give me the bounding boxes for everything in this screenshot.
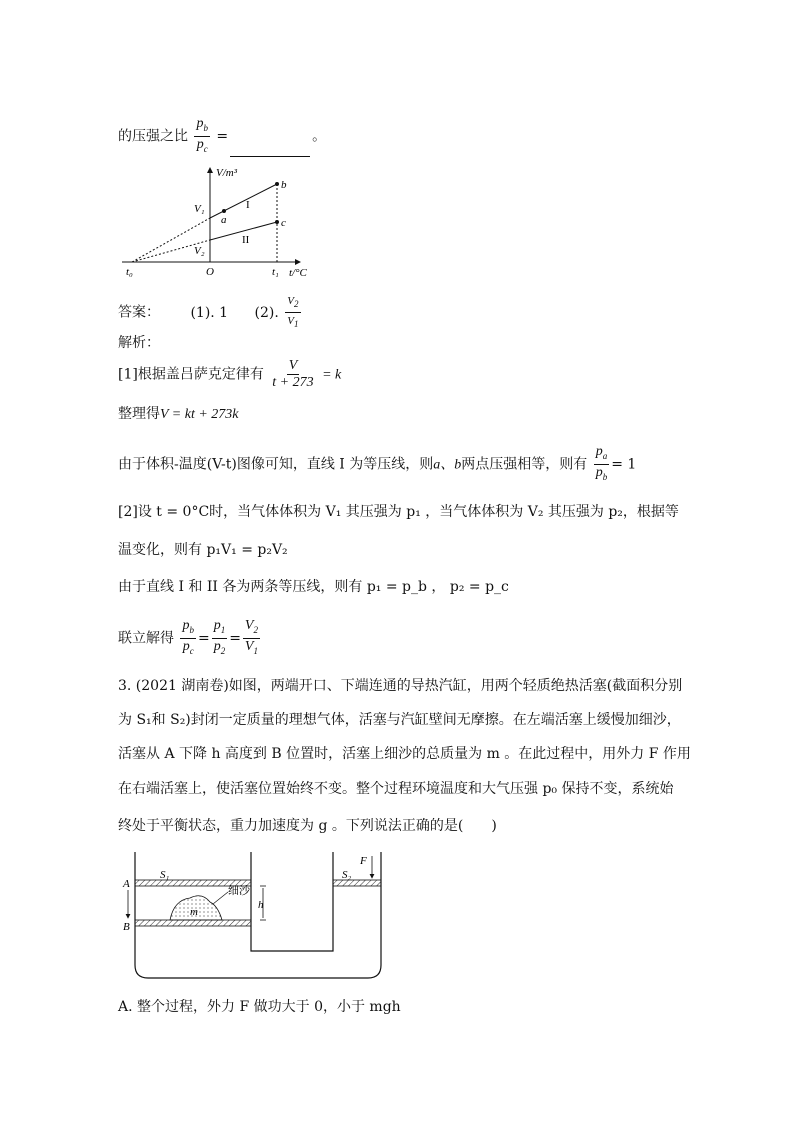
answer-2-fraction: $\frac{V_2}{V_1}$ [287, 295, 299, 330]
q3-line-1: 3. (2021 湖南卷)如图，两端开口、下端连通的导热汽缸，用两个轻质绝热活塞(截面积分别 [118, 678, 683, 694]
ratio-pb-pc: $\frac{p_b}{p_c}$ [196, 116, 208, 154]
q3-line-3: 活塞从 A 下降 h 高度到 B 位置时，活塞上细沙的总质量为 m 。在此过程中，用外力 F 作用 [118, 746, 691, 762]
step-2-eq: V = kt + 273k [160, 407, 239, 422]
graph-xlabel: t/°C [289, 267, 307, 279]
ratio-prefix: 的压强之比 [118, 128, 188, 145]
piston-S2 [333, 880, 381, 886]
step-3-result: = 1 [611, 456, 637, 473]
answer-1: (1). 1 [190, 304, 229, 321]
point-c [275, 220, 279, 224]
graph-label-b: b [281, 179, 287, 191]
answer-line [118, 293, 303, 332]
step-3-post: 两点压强相等，则有 [461, 456, 588, 473]
label-h: h [258, 899, 264, 911]
sand-leader [213, 892, 228, 904]
label-S2: S₂ [342, 869, 352, 881]
graph-label-I: I [246, 199, 250, 211]
graph-origin: O [206, 266, 214, 278]
step-1 [118, 358, 341, 391]
label-A: A [123, 878, 130, 890]
step-1-fraction: $\frac{V}{t + 273}$ [272, 358, 314, 390]
step-3-points: a、b [433, 457, 462, 473]
vt-graph [118, 160, 318, 285]
graph-ylabel: V/m³ [216, 167, 238, 179]
point-b [275, 182, 279, 186]
graph-label-II: II [242, 234, 250, 246]
step-1-text: [1]根据盖吕萨克定律有 [118, 366, 264, 383]
step-1-eq: = k [322, 367, 342, 383]
graph-t0: t₀ [126, 266, 133, 278]
step-7-text: 联立解得 [118, 630, 174, 647]
answer-label: 答案： [118, 304, 160, 321]
label-m: m [190, 906, 198, 918]
step-3-fraction: $\frac{p_a}{p_b}$ [595, 444, 608, 482]
option-A[interactable]: A. 整个过程，外力 F 做功大于 0，小于 mgh [118, 999, 401, 1015]
label-F: F [360, 855, 367, 867]
label-B: B [123, 921, 130, 933]
step-2-text: 整理得 [118, 406, 160, 422]
q3-line-4: 在右端活塞上，使活塞位置始终不变。整个过程环境温度和大气压强 p₀ 保持不变，系统始 [118, 781, 674, 797]
line-I [210, 184, 277, 218]
step-3 [118, 444, 636, 485]
piston-B-position [135, 920, 251, 926]
step-2 [118, 405, 239, 424]
step-4: [2]设 t = 0°C时，当气体体积为 V₁ 其压强为 p₁ ，当气体体积为 V₂ 其压强为 p₂，根据等 [118, 504, 679, 520]
analysis-label: 解析： [118, 335, 160, 351]
q3-line-2: 为 S₁和 S₂)封闭一定质量的理想气体，活塞与汽缸壁间无摩擦。在左端活塞上缓慢加细沙， [118, 712, 681, 728]
ratio-question-line [118, 116, 326, 157]
graph-V1: V₁ [194, 203, 205, 215]
q3-line-5: 终处于平衡状态，重力加速度为 g 。下列说法正确的是( ) [118, 818, 497, 834]
answer-blank [230, 142, 310, 157]
graph-label-c: c [281, 217, 286, 229]
label-S1: S₁ [160, 869, 170, 881]
answer-2-label: (2). [254, 304, 279, 321]
ratio-end: 。 [312, 128, 327, 145]
graph-V2: V₂ [194, 245, 205, 257]
step-7: 联立解得 $\frac{p_b}{p_c}$ = $\frac{p_1}{p_2}$ = $\frac{V_2}{V_1}$ [118, 618, 258, 656]
ratio-equals: = [216, 128, 229, 145]
point-a [222, 209, 226, 213]
graph-t1: t₁ [272, 266, 279, 278]
step-5: 温变化，则有 p₁V₁ = p₂V₂ [118, 542, 288, 558]
label-sand: 细沙 [228, 885, 250, 897]
graph-label-a: a [221, 214, 227, 226]
step-3-text: 由于体积-温度(V-t)图像可知，直线 I 为等压线，则 [118, 456, 434, 473]
step-6: 由于直线 I 和 II 各为两条等压线，则有 p₁ = p_b ， p₂ = p_c [118, 579, 509, 595]
cylinder-diagram [118, 850, 388, 985]
